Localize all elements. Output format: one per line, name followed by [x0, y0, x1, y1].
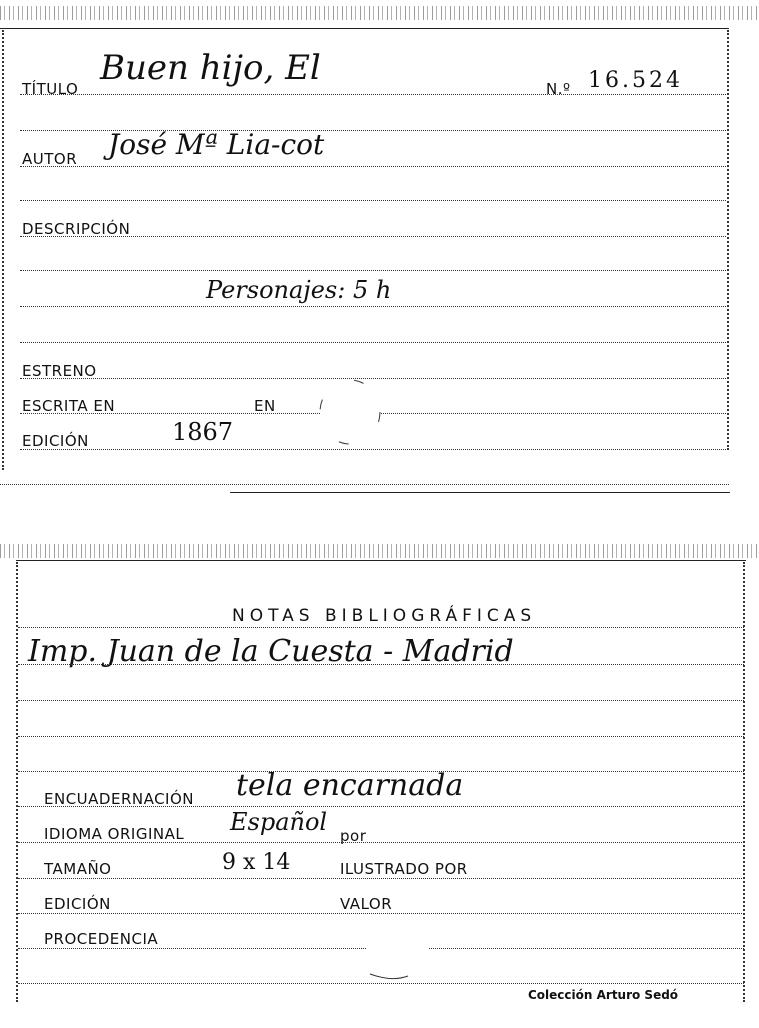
- scan-noise-top: [0, 6, 759, 20]
- stamp-erasure: [316, 376, 386, 448]
- notas-heading: NOTAS BIBLIOGRÁFICAS: [232, 606, 537, 626]
- card-right-edge: [743, 562, 751, 1002]
- procedencia-label: PROCEDENCIA: [44, 930, 159, 948]
- line: [18, 913, 744, 914]
- autor-label: AUTOR: [22, 150, 78, 168]
- line: [0, 484, 729, 485]
- titulo-label: TÍTULO: [22, 80, 79, 98]
- edicion-value: 1867: [172, 418, 234, 446]
- line: [20, 200, 726, 201]
- idioma-value: Español: [230, 808, 328, 836]
- valor-label: VALOR: [340, 895, 393, 913]
- en-label: EN: [254, 397, 276, 415]
- card-top-border: [16, 560, 746, 561]
- line: [20, 306, 726, 307]
- line: [18, 736, 744, 737]
- card-right-edge: [727, 30, 735, 450]
- numero-value: 16.524: [588, 68, 683, 93]
- escrita-en-label: ESCRITA EN: [22, 397, 116, 415]
- edicion-label: EDICIÓN: [44, 895, 111, 913]
- catalog-card-top: [0, 0, 759, 500]
- tamano-label: TAMAÑO: [44, 860, 112, 878]
- autor-value: José Mª Lia-cot: [108, 128, 325, 161]
- por-label: por: [340, 827, 367, 845]
- card-left-edge: [2, 30, 10, 470]
- line: [18, 983, 744, 984]
- encuadernacion-label: ENCUADERNACIÓN: [44, 790, 195, 808]
- line: [20, 449, 726, 450]
- ilustrado-label: ILUSTRADO POR: [340, 860, 468, 878]
- tamano-value: 9 x 14: [222, 850, 291, 875]
- idioma-label: IDIOMA ORIGINAL: [44, 825, 185, 843]
- line: [20, 166, 726, 167]
- estreno-label: ESTRENO: [22, 362, 97, 380]
- edicion-label: EDICIÓN: [22, 432, 89, 450]
- line: [18, 664, 744, 665]
- encuadernacion-value: tela encarnada: [236, 768, 464, 803]
- line: [20, 94, 726, 95]
- titulo-value: Buen hijo, El: [100, 48, 321, 88]
- stamp-erasure: [362, 920, 432, 980]
- card-bottom-edge: [230, 492, 730, 493]
- collection-credit: Colección Arturo Sedó: [528, 988, 679, 1002]
- line: [18, 627, 744, 628]
- numero-label: N.º: [546, 80, 571, 98]
- card-left-edge: [16, 562, 24, 1002]
- line: [20, 342, 726, 343]
- descripcion-value: Personajes: 5 h: [206, 276, 392, 304]
- descripcion-label: DESCRIPCIÓN: [22, 220, 131, 238]
- card-top-border: [0, 28, 729, 29]
- catalog-card-bottom: [0, 540, 759, 1028]
- scan-noise-bottom: [0, 544, 759, 558]
- notas-value: Imp. Juan de la Cuesta - Madrid: [28, 634, 514, 669]
- line: [20, 270, 726, 271]
- line: [18, 878, 744, 879]
- line: [18, 700, 744, 701]
